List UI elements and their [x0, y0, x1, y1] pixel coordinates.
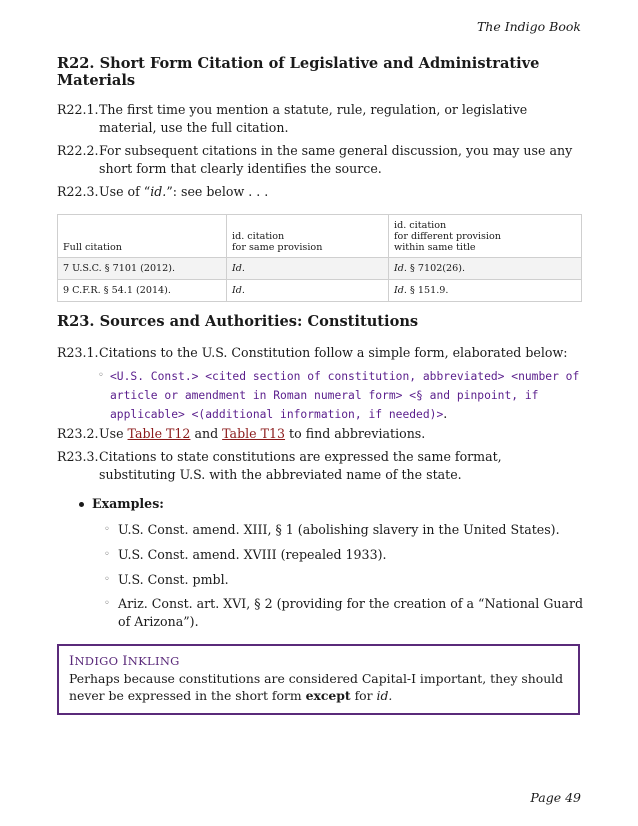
rule-text: Use Table T12 and Table T13 to find abbreviations.	[99, 426, 426, 441]
rule-r23-2	[57, 425, 582, 443]
inkling-title: INDIGO INKLING	[69, 654, 180, 669]
rule-number: R22.1.	[57, 102, 99, 117]
circle-bullet-icon: ◦	[104, 574, 110, 585]
rule-r23-1	[57, 344, 582, 362]
running-head: The Indigo Book	[476, 19, 581, 34]
rule-text: The first time you mention a statute, rule, regulation, or legislative material, use the full citation.	[99, 102, 528, 135]
table-cell: 7 U.S.C. § 7101 (2012).	[58, 258, 227, 280]
r23-heading: R23. Sources and Authorities: Constitutions	[57, 313, 419, 330]
table-row	[58, 280, 582, 302]
rule-number: R22.3.	[57, 184, 99, 199]
rule-r22-3	[57, 183, 582, 201]
table-cell: Id. § 7102(26).	[389, 258, 582, 280]
r22-heading: R22. Short Form Citation of Legislative and Administrative Materials	[57, 55, 540, 89]
bullet-icon	[79, 502, 84, 507]
rule-text: Use of “id.”: see below . . .	[99, 184, 269, 199]
page-number: Page 49	[530, 790, 581, 805]
table-header-row	[58, 215, 582, 258]
rule-r22-2	[57, 142, 582, 178]
table-t12-link[interactable]: Table T12	[127, 426, 191, 441]
table-header-full: Full citation	[58, 215, 227, 258]
table-cell: Id. § 151.9.	[389, 280, 582, 302]
rule-r22-1	[57, 101, 582, 137]
constitution-form: ◦ <U.S. Const.> <cited section of constitution, abbreviated> <number of article or amendment in Roman numeral form> <§ and pinpoint, if applicable> <(additional information, if needed)>.	[98, 370, 580, 421]
table-t13-link[interactable]: Table T13	[222, 426, 286, 441]
table-row	[58, 258, 582, 280]
rule-number: R23.1.	[57, 345, 99, 360]
id-citation-table	[57, 214, 582, 302]
circle-bullet-icon: ◦	[104, 598, 110, 609]
table-header-same: id. citation for same provision	[227, 215, 389, 258]
example-item: ◦ U.S. Const. amend. XVIII (repealed 1933).	[104, 547, 387, 562]
table-cell: Id.	[227, 258, 389, 280]
table-header-diff: id. citation for different provision within same title	[389, 215, 582, 258]
rule-number: R23.2.	[57, 426, 99, 441]
form-template: <U.S. Const.> <cited section of constitution, abbreviated> <number of article or amendment in Roman numeral form> <§ and pinpoint, if applicable> <(additional information, if needed)>	[110, 370, 580, 421]
example-item: ◦ Ariz. Const. art. XVI, § 2 (providing for the creation of a “National Guard of Arizona”).	[104, 596, 584, 629]
rule-text: Citations to the U.S. Constitution follow a simple form, elaborated below:	[99, 345, 568, 360]
indigo-inkling-box	[57, 644, 580, 715]
rule-r23-3	[57, 448, 582, 484]
circle-bullet-icon: ◦	[104, 549, 110, 560]
rule-text: Citations to state constitutions are expressed the same format, substituting U.S. with the abbreviated name of the state.	[99, 449, 502, 482]
rule-number: R22.2.	[57, 143, 99, 158]
examples-heading: Examples:	[79, 496, 164, 511]
inkling-text: Perhaps because constitutions are considered Capital-I important, they should never be expressed in the short form except for id.	[69, 671, 564, 703]
rule-text: For subsequent citations in the same general discussion, you may use any short form that clearly identifies the source.	[99, 143, 573, 176]
rule-number: R23.3.	[57, 449, 99, 464]
circle-bullet-icon: ◦	[98, 370, 104, 381]
circle-bullet-icon: ◦	[104, 524, 110, 535]
example-item: ◦ U.S. Const. pmbl.	[104, 572, 229, 587]
table-cell: 9 C.F.R. § 54.1 (2014).	[58, 280, 227, 302]
table-cell: Id.	[227, 280, 389, 302]
example-item: ◦ U.S. Const. amend. XIII, § 1 (abolishing slavery in the United States).	[104, 522, 560, 537]
